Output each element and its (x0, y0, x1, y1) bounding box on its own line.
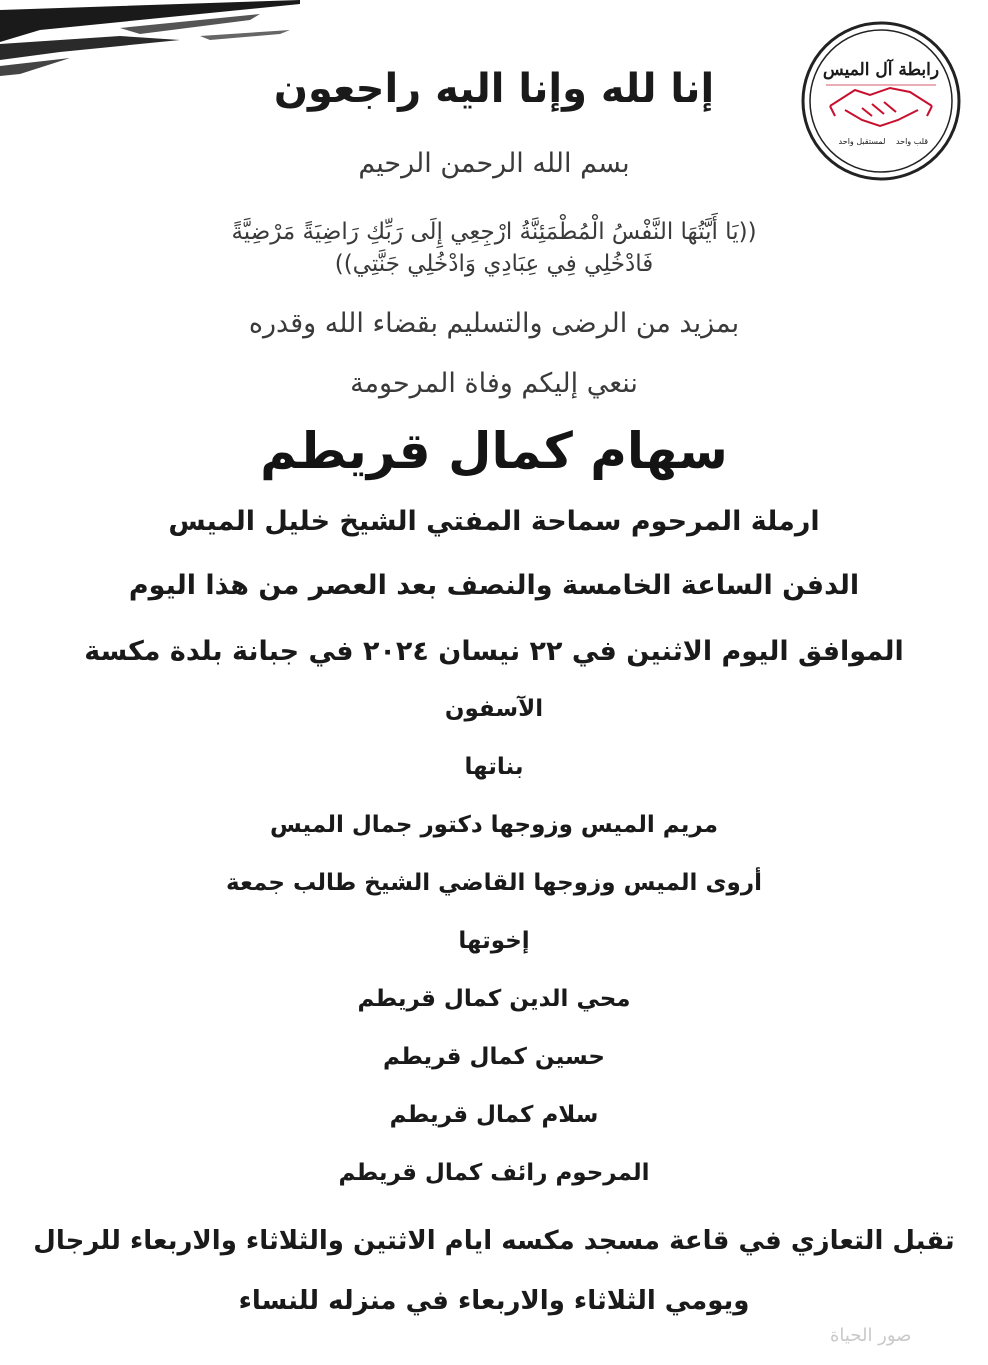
basmala: بسم الله الرحمن الرحيم (358, 148, 630, 179)
mourning-line: ننعي إليكم وفاة المرحومة (350, 368, 638, 399)
brother-item: المرحوم رائف كمال قريطم (338, 1160, 650, 1186)
brothers-label: إخوتها (458, 928, 530, 954)
burial-date-line: الموافق اليوم الاثنين في ٢٢ نيسان ٢٠٢٤ في جبانة بلدة مكسة (84, 636, 904, 667)
mourners-label: الآسفون (444, 696, 544, 722)
burial-time-line: الدفن الساعة الخامسة والنصف بعد العصر من هذا اليوم (128, 570, 860, 601)
opening-phrase: إنا لله وإنا اليه راجعون (273, 66, 715, 112)
deceased-name: سهام كمال قريطم (260, 422, 728, 480)
logo-motto-left: قلب واحد (895, 137, 929, 146)
daughters-label: بناتها (464, 754, 524, 780)
daughter-item: مريم الميس وزوجها دكتور جمال الميس (270, 812, 718, 838)
condolence-men-line: تقبل التعازي في قاعة مسجد مكسه ايام الاثتين والثلاثاء والاربعاء للرجال (33, 1226, 955, 1256)
quran-verse-line-1: ((يَا أَيَّتُهَا النَّفْسُ الْمُطْمَئِنَّةُ ارْجِعِي إِلَى رَبِّكِ رَاضِيَةً مَرْضِيَّةً (231, 219, 757, 245)
widow-of-line: ارملة المرحوم سماحة المفتي الشيخ خليل الميس (168, 506, 820, 537)
brother-item: سلام كمال قريطم (389, 1102, 599, 1128)
logo-motto-right: لمستقبل واحد (838, 137, 886, 146)
watermark: صور الحياة (830, 1325, 912, 1346)
brother-item: حسين كمال قريطم (383, 1044, 605, 1070)
daughter-item: أروى الميس وزوجها القاضي الشيخ طالب جمعة (226, 870, 762, 896)
acceptance-line: بمزيد من الرضى والتسليم بقضاء الله وقدره (248, 308, 740, 339)
brother-item: محي الدين كمال قريطم (357, 986, 631, 1012)
condolence-women-line: ويومي الثلاثاء والاربعاء في منزله للنساء (238, 1286, 750, 1316)
logo-title: رابطة آل الميس (822, 60, 940, 80)
quran-verse-line-2: فَادْخُلِي فِي عِبَادِي وَادْخُلِي جَنَّتِي)) (334, 251, 654, 277)
